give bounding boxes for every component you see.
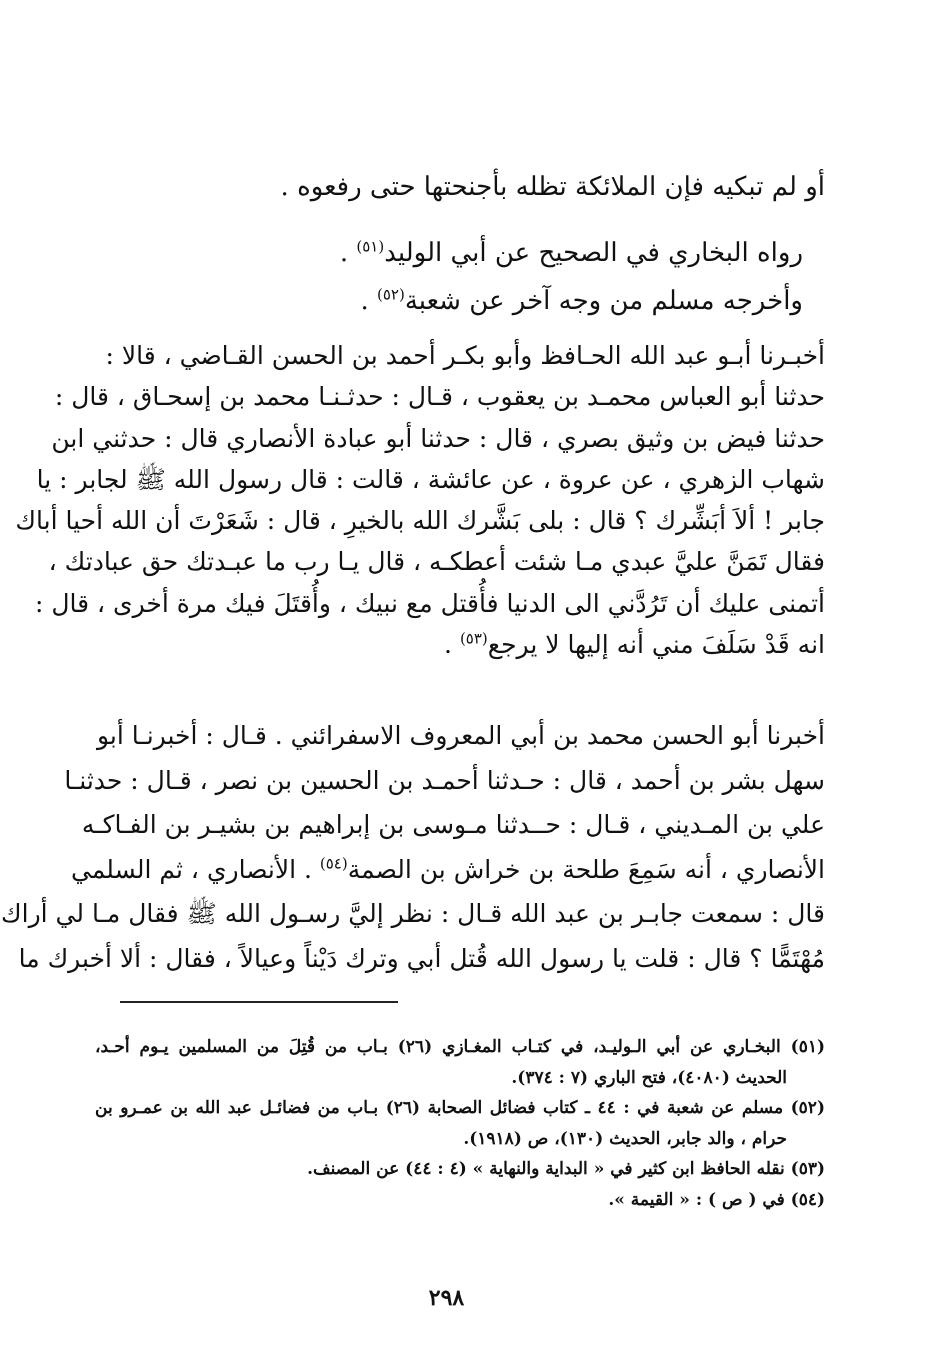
hadith-paragraph-1: [15, 335, 825, 665]
text-line: علي بن المـديني ، قـال : حــدثنا مـوسى بن إبراهيم بن بشيـر بن الفـاكـه: [81, 810, 825, 839]
footnote-ref[interactable]: (٥٣): [459, 629, 488, 648]
text-line: [120, 229, 825, 277]
footnote-ref[interactable]: (٥١): [356, 237, 385, 256]
narration-text: وأخرجه مسلم من وجه آخر عن شعبة: [404, 286, 803, 316]
footnote-51-continuation: الحديث (٤٠٨٠)، فتح الباري (٧ : ٣٧٤).: [511, 1067, 787, 1088]
footnotes: [95, 1032, 825, 1216]
text-line: فقال تَمَنَّ عليَّ عبدي مـا شئت أعطكـه ، قال يـا رب ما عبـدتك حق عبادتك ،: [48, 547, 825, 577]
text-line: جابر ! ألاَ أبَشِّرك ؟ قال : بلى بَشَّرك الله بالخيرِ ، قال : شَعَرْتَ أن الله أحيا أباك: [15, 506, 825, 536]
text-line: أخبـرنا أبـو عبد الله الحـافظ وأبو بكـر أحمد بن الحسن القـاضي ، قالا :: [105, 341, 825, 370]
hadith-text: انه قَدْ سَلَفَ مني أنه إليها لا يرجع: [487, 630, 825, 660]
text-line: أتمنى عليك أن تَرُدَّني الى الدنيا فأُقتل مع نبيك ، وأُقتَلَ فيك مرة أخرى ، قال :: [34, 588, 825, 618]
text-line: أو لم تبكيه فإن الملائكة تظله بأجنحتها حتى رفعوه .: [280, 172, 825, 202]
text-line: سهل بشر بن أحمد ، قال : حـدثنا أحمـد بن الحسين بن نصر ، قـال : حدثنـا: [64, 765, 825, 795]
text-line: شهاب الزهري ، عن عروة ، عن عائشة ، قالت : قال رسول الله ﷺ لجابر : يا: [36, 464, 825, 494]
footnote-divider: [120, 1001, 398, 1003]
hadith-text: الأنصاري ، أنه سَمِعَ طلحة بن خراش بن الصمة: [347, 854, 825, 884]
hadith-paragraph-2: [1, 714, 825, 981]
text-line: [120, 624, 825, 665]
punctuation: .: [360, 286, 377, 316]
footnote-51: (٥١) البخـاري عن أبي الـوليـد، في كتـاب المغـازي (٢٦) بـاب من قُتِلَ من المسلمين يـوم أحـد،: [95, 1037, 825, 1057]
narration-text: رواه البخاري في الصحيح عن أبي الوليد: [384, 238, 803, 268]
opening-paragraph: [120, 160, 825, 214]
footnote-52: (٥٢) مسلم عن شعبة في : ٤٤ ـ كتاب فضائل الصحابة (٢٦) بـاب من فضائـل عبد الله بن عمـرو بن: [95, 1098, 825, 1119]
text-line: [120, 277, 825, 325]
text-line: مُهْتَمًّا ؟ قال : قلت يا رسول الله قُتل أبي وترك دَيْناً وعيالاً ، فقال : ألا أخبرك ما: [18, 943, 825, 973]
footnote-52-continuation: حرام ، والد جابر، الحديث (١٣٠)، ص (١٩١٨).: [463, 1128, 787, 1149]
footnote-53: (٥٣) نقله الحافظ ابن كثير في « البداية والنهاية » (٤ : ٤٤) عن المصنف.: [307, 1159, 825, 1180]
footnote-ref[interactable]: (٥٤): [319, 854, 348, 873]
text-line: حدثنا فيض بن وثيق بصري ، قال : حدثنا أبو عبادة الأنصاري قال : حدثني ابن: [51, 423, 825, 453]
hadith-text: . الأنصاري ، ثم السلمي: [71, 854, 320, 884]
page-number: ٢٩٨: [428, 1285, 465, 1311]
text-line: [71, 848, 825, 893]
footnote-ref[interactable]: (٥٢): [376, 285, 405, 304]
text-line: قال : سمعت جابـر بن عبد الله قـال : نظر إليَّ رسـول الله ﷺ فقال مـا لي أراك: [1, 899, 825, 928]
punctuation: .: [339, 238, 357, 268]
text-line: أخبرنا أبو الحسن محمد بن أبي المعروف الاسفرائني . قـال : أخبرنـا أبو: [97, 721, 825, 750]
punctuation: .: [444, 630, 460, 660]
text-line: حدثنا أبو العباس محمـد بن يعقوب ، قـال : حدثـنـا محمد بن إسحـاق ، قال :: [54, 382, 825, 412]
footnote-54: (٥٤) في ( ص ) : « القيمة ».: [608, 1189, 825, 1210]
narration-paragraph: [120, 229, 825, 325]
